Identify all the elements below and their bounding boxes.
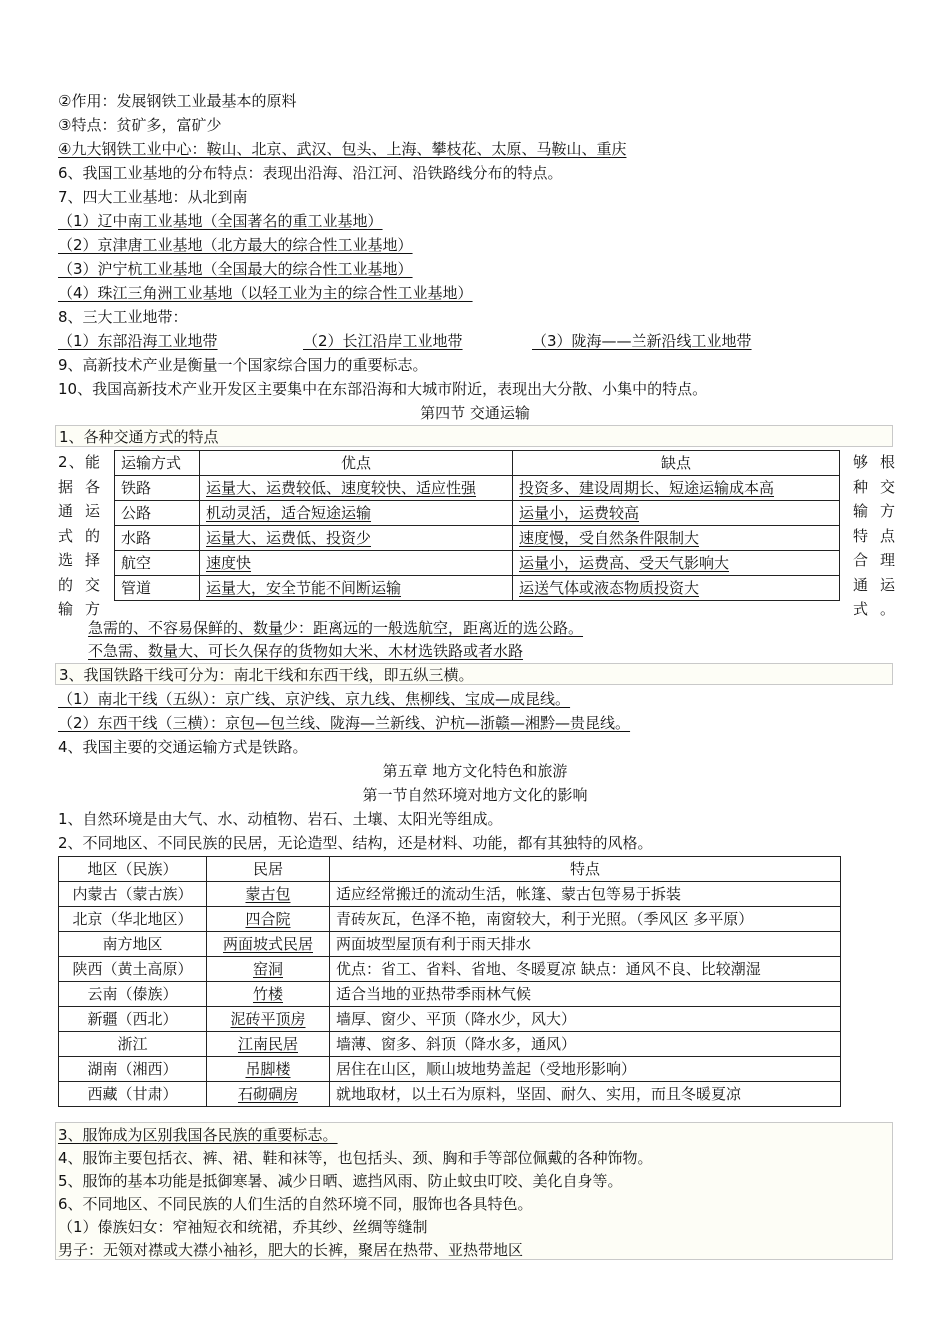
table-row xyxy=(115,526,840,551)
text-line: （1）傣族妇女：窄袖短衣和统裙，乔其纱、丝绸等缝制 xyxy=(58,1218,428,1236)
rail-line: （2）东西干线（三横）：京包—包兰线、陇海—兰新线、沪杭—浙赣—湘黔—贵昆线。 xyxy=(58,714,631,732)
table-row xyxy=(59,1082,841,1107)
transport-table xyxy=(114,450,840,601)
table-cell: 速度慢，受自然条件限制大 xyxy=(513,526,840,551)
table-cell: 适应经常搬迁的流动生活，帐篷、蒙古包等易于拆装 xyxy=(330,882,841,907)
table-cell: 管道 xyxy=(115,576,200,601)
transport-note: 急需的、不容易保鲜的、数量少：距离远的一般选航空，距离近的选公路。 xyxy=(88,619,584,637)
section-title: 第四节 交通运输 xyxy=(420,404,530,422)
text-line: ②作用：发展钢铁工业最基本的原料 xyxy=(58,92,297,110)
table-cell: 墙薄、窗多、斜顶（降水多，通风） xyxy=(330,1032,841,1057)
table-row xyxy=(59,982,841,1007)
table-row xyxy=(115,476,840,501)
table-cell: 机动灵活，适合短途运输 xyxy=(200,501,513,526)
table-cell: 投资多、建设周期长、短途运输成本高 xyxy=(513,476,840,501)
table-cell: 陕西（黄土高原） xyxy=(59,957,207,982)
table-cell: 竹楼 xyxy=(207,982,330,1007)
text-line: 4、服饰主要包括衣、裤、裙、鞋和袜等，也包括头、颈、胸和手等部位佩戴的各种饰物。 xyxy=(58,1149,653,1167)
table-cell: 云南（傣族） xyxy=(59,982,207,1007)
rail-heading: 3、我国铁路干线可分为：南北干线和东西干线，即五纵三横。 xyxy=(55,663,893,685)
chapter-title: 第五章 地方文化特色和旅游 xyxy=(382,762,568,780)
table-cell: 运量小，运费较高 xyxy=(513,501,840,526)
belt-1: （1）东部沿海工业地带 xyxy=(58,332,218,350)
text-line: 6、不同地区、不同民族的人们生活的自然环境不同，服饰也各具特色。 xyxy=(58,1195,533,1213)
table-cell: 石砌碉房 xyxy=(207,1082,330,1107)
table-header-row xyxy=(115,451,840,476)
table-cell: 航空 xyxy=(115,551,200,576)
belt-2: （2）长江沿岸工业地带 xyxy=(303,332,463,350)
table-cell: 适合当地的亚热带季雨林气候 xyxy=(330,982,841,1007)
text-line: 10、我国高新技术产业开发区主要集中在东部沿海和大城市附近，表现出大分散、小集中的特点。 xyxy=(58,380,708,398)
table-cell: 浙江 xyxy=(59,1032,207,1057)
text-line: 1、自然环境是由大气、水、动植物、岩石、土壤、太阳光等组成。 xyxy=(58,810,503,828)
housing-table xyxy=(58,856,841,1107)
text-line: ③特点：贫矿多，富矿少 xyxy=(58,116,222,134)
table-cell: 优点：省工、省料、省地、冬暖夏凉 缺点：通风不良、比较潮湿 xyxy=(330,957,841,982)
table-header: 地区（民族） xyxy=(59,857,207,882)
table-header-row xyxy=(59,857,841,882)
rail-line: 4、我国主要的交通运输方式是铁路。 xyxy=(58,738,308,756)
section-title: 第一节自然环境对地方文化的影响 xyxy=(362,786,588,804)
rail-line: （1）南北干线（五纵）：京广线、京沪线、京九线、焦柳线、宝成—成昆线。 xyxy=(58,690,571,708)
table-cell: 速度快 xyxy=(200,551,513,576)
text-line: 3、服饰成为区别我国各民族的重要标志。 xyxy=(58,1126,338,1144)
table-row xyxy=(59,1007,841,1032)
table-cell: 两面坡型屋顶有利于雨天排水 xyxy=(330,932,841,957)
table-cell: 运送气体或液态物质投资大 xyxy=(513,576,840,601)
table-cell: 湖南（湘西） xyxy=(59,1057,207,1082)
table-row xyxy=(59,1032,841,1057)
transport-note: 不急需、数量大、可长久保存的货物如大米、木材选铁路或者水路 xyxy=(88,642,524,660)
table-cell: 水路 xyxy=(115,526,200,551)
table-cell: 铁路 xyxy=(115,476,200,501)
table-cell: 四合院 xyxy=(207,907,330,932)
text-line: （3）沪宁杭工业基地（全国最大的综合性工业基地） xyxy=(58,260,413,278)
left-vertical-text: 2、能 据 各 通 运 式 的 选 择 的 交 输 方 xyxy=(58,453,100,618)
table-cell: 运量大，安全节能不间断运输 xyxy=(200,576,513,601)
text-line: 7、四大工业基地：从北到南 xyxy=(58,188,248,206)
text-line: （2）京津唐工业基地（北方最大的综合性工业基地） xyxy=(58,236,413,254)
table-header: 民居 xyxy=(207,857,330,882)
text-line: 6、我国工业基地的分布特点：表现出沿海、沿江河、沿铁路线分布的特点。 xyxy=(58,164,563,182)
table-cell: 西藏（甘肃） xyxy=(59,1082,207,1107)
text-line: 5、服饰的基本功能是抵御寒暑、减少日晒、遮挡风雨、防止蚊虫叮咬、美化自身等。 xyxy=(58,1172,623,1190)
table-cell: 江南民居 xyxy=(207,1032,330,1057)
box-heading: 1、各种交通方式的特点 xyxy=(55,425,893,447)
table-cell: 青砖灰瓦，色泽不艳，南窗较大，利于光照。（季风区 多平原） xyxy=(330,907,841,932)
table-cell: 墙厚、窗少、平顶（降水少，风大） xyxy=(330,1007,841,1032)
text-line: 男子：无领对襟或大襟小袖衫，肥大的长裤，聚居在热带、亚热带地区 xyxy=(58,1241,524,1259)
table-row xyxy=(59,907,841,932)
table-cell: 运量大、运费低、投资少 xyxy=(200,526,513,551)
right-vertical-text: 够 根 种 交 输 方 特 点 合 理 通 运 式。 xyxy=(853,453,895,618)
text-line: 2、不同地区、不同民族的民居，无论造型、结构，还是材料、功能，都有其独特的风格。 xyxy=(58,834,653,852)
table-cell: 新疆（西北） xyxy=(59,1007,207,1032)
table-cell: 吊脚楼 xyxy=(207,1057,330,1082)
table-row xyxy=(59,882,841,907)
table-cell: 居住在山区，顺山坡地势盖起（受地形影响） xyxy=(330,1057,841,1082)
table-header: 优点 xyxy=(200,451,513,476)
table-row xyxy=(115,576,840,601)
belt-3: （3）陇海——兰新沿线工业地带 xyxy=(532,332,752,350)
table-row xyxy=(59,932,841,957)
table-cell: 南方地区 xyxy=(59,932,207,957)
table-cell: 运量大、运费较低、速度较快、适应性强 xyxy=(200,476,513,501)
table-row xyxy=(59,957,841,982)
table-cell: 运量小，运费高、受天气影响大 xyxy=(513,551,840,576)
text-line: 8、三大工业地带： xyxy=(58,308,188,326)
table-cell: 蒙古包 xyxy=(207,882,330,907)
text-line: （1）辽中南工业基地（全国著名的重工业基地） xyxy=(58,212,383,230)
table-cell: 北京（华北地区） xyxy=(59,907,207,932)
table-cell: 公路 xyxy=(115,501,200,526)
text-line: （4）珠江三角洲工业基地（以轻工业为主的综合性工业基地） xyxy=(58,284,473,302)
table-row xyxy=(115,551,840,576)
table-cell: 两面坡式民居 xyxy=(207,932,330,957)
table-header: 运输方式 xyxy=(115,451,200,476)
table-header: 缺点 xyxy=(513,451,840,476)
table-cell: 窑洞 xyxy=(207,957,330,982)
table-row xyxy=(59,1057,841,1082)
text-line: 9、高新技术产业是衡量一个国家综合国力的重要标志。 xyxy=(58,356,428,374)
table-cell: 泥砖平顶房 xyxy=(207,1007,330,1032)
table-row xyxy=(115,501,840,526)
table-cell: 内蒙古（蒙古族） xyxy=(59,882,207,907)
table-header: 特点 xyxy=(330,857,841,882)
table-cell: 就地取材，以土石为原料，坚固、耐久、实用，而且冬暖夏凉 xyxy=(330,1082,841,1107)
text-line: ④九大钢铁工业中心：鞍山、北京、武汉、包头、上海、攀枝花、太原、马鞍山、重庆 xyxy=(58,140,627,158)
